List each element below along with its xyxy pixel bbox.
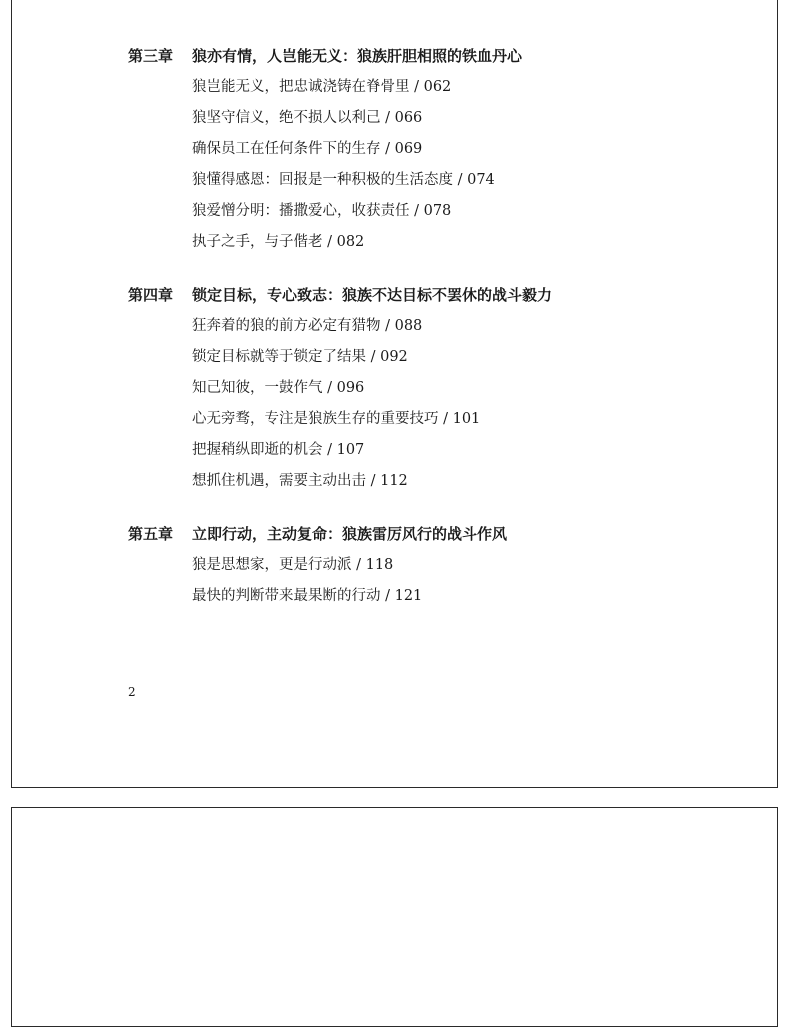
page-sheet [11,0,778,788]
chapter-title: 锁定目标，专心致志：狼族不达目标不罢休的战斗毅力 [192,286,553,304]
chapter-label: 第五章 [128,525,174,543]
chapter-heading [128,280,728,311]
chapter-heading [128,41,728,72]
toc-entry: 把握稍纵即逝的机会 / 107 [192,442,365,458]
toc-entry: 狂奔着的狼的前方必定有猎物 / 088 [192,318,423,334]
toc-entry: 狼岂能无义，把忠诚浇铸在脊骨里 / 062 [192,79,452,95]
toc-entry: 执子之手，与子偕老 / 082 [192,234,365,250]
chapter-4 [128,280,728,497]
toc-entry: 最快的判断带来最果断的行动 / 121 [192,588,423,604]
toc-entry: 想抓住机遇，需要主动出击 / 112 [192,473,408,489]
page-number: 2 [128,685,136,699]
toc-entry: 狼是思想家，更是行动派 / 118 [192,557,394,573]
chapter-title: 立即行动，主动复命：狼族雷厉风行的战斗作风 [192,525,508,543]
toc-entry: 锁定目标就等于锁定了结果 / 092 [192,349,408,365]
toc-entry: 心无旁骛，专注是狼族生存的重要技巧 / 101 [192,411,481,427]
chapter-label: 第三章 [128,47,174,65]
toc-entry: 知己知彼，一鼓作气 / 096 [192,380,365,396]
toc-entry: 确保员工在任何条件下的生存 / 069 [192,141,423,157]
chapter-3 [128,41,728,258]
toc-entry: 狼爱憎分明：播撒爱心，收获责任 / 078 [192,203,452,219]
table-of-contents [128,41,728,634]
chapter-title: 狼亦有情，人岂能无义：狼族肝胆相照的铁血丹心 [192,47,523,65]
chapter-5 [128,519,728,612]
chapter-heading [128,519,728,550]
toc-entry: 狼懂得感恩：回报是一种积极的生活态度 / 074 [192,172,495,188]
chapter-label: 第四章 [128,286,174,304]
next-page-sheet [11,807,778,1027]
toc-entry: 狼坚守信义，绝不损人以利己 / 066 [192,110,423,126]
